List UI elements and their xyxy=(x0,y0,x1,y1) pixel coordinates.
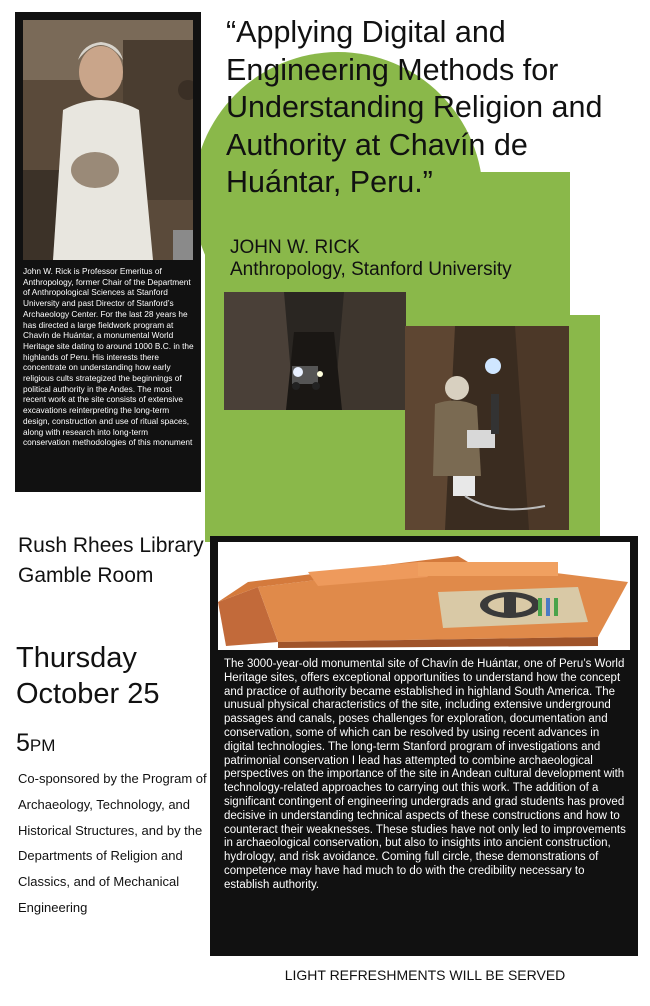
event-day: Thursday xyxy=(16,642,137,674)
speaker-name: JOHN W. RICK xyxy=(230,237,360,258)
portrait-photo xyxy=(23,20,193,260)
site-model-render xyxy=(218,542,630,650)
event-date: October 25 xyxy=(16,678,160,710)
speaker-bio: John W. Rick is Professor Emeritus of Anthropology, former Chair of the Department of Anthropological Sciences at Stanford University and past Director of Stanford’s Archaeology Center. For the last 28 years he has directed a large fieldwork program at Chavín de Huántar, a monumental World Heritage site dating to around 1000 B.C. in the highlands of Peru. His interests there concentrate on understanding how early religious cults strategized the beginnings of political authority in the Andes. The most recent work at the site consists of extensive excavations reinterpreting the long-term design, construction and use of ritual spaces, along with research into long-term conservation methodologies of this monument xyxy=(23,266,194,448)
tunnel-photo-researcher xyxy=(405,326,569,530)
event-time-suffix: PM xyxy=(29,736,56,755)
abstract-text: The 3000-year-old monumental site of Chavín de Huántar, one of Peru’s World Heritage sites, offers exceptional opportunities to understand how the concept and practice of authority became established in highland South America. The unusual physical characteristics of the site, including extensive underground passages and canals, poses challenges for exploration, documentation and conservation, some of which can be resolved by using recent advances in digital technologies. The long-term Stanford program of investigations and patrimonial conservation I lead has attempted to combine archaeological perspectives on the importance of the site in Andean cultural development with technology-related approaches to carrying out this work. The addition of a significant contingent of engineering undergrads and grad students has proved decisive in understanding technical aspects of these constructions and how to counteract their weaknesses. These studies have not only led to improvements in archaeological conservation, but also to insights into ancient construction, hydrology, and risk avoidance. Coming full circle, these demonstrations of competence may have had much to do with the credibility necessary to establish authority. xyxy=(224,658,626,891)
refreshments-note: LIGHT REFRESHMENTS WILL BE SERVED xyxy=(284,967,566,983)
tunnel-photo-robot xyxy=(224,292,406,410)
speaker-affiliation: Anthropology, Stanford University xyxy=(230,259,512,280)
bio-panel xyxy=(15,12,201,492)
cosponsors-text: Co-sponsored by the Program of Archaeology, Technology, and Historical Structures, and by the Departments of Religion and Classics, and of Mechanical Engineering xyxy=(18,771,207,915)
talk-title: “Applying Digital and Engineering Methods for Understanding Religion and Authority at Chavín de Huántar, Peru.” xyxy=(226,15,603,199)
event-time-number: 5 xyxy=(16,729,30,757)
event-time xyxy=(16,728,55,761)
abstract-panel xyxy=(210,536,638,956)
venue-room: Gamble Room xyxy=(18,564,154,587)
venue-building: Rush Rhees Library xyxy=(18,534,204,557)
